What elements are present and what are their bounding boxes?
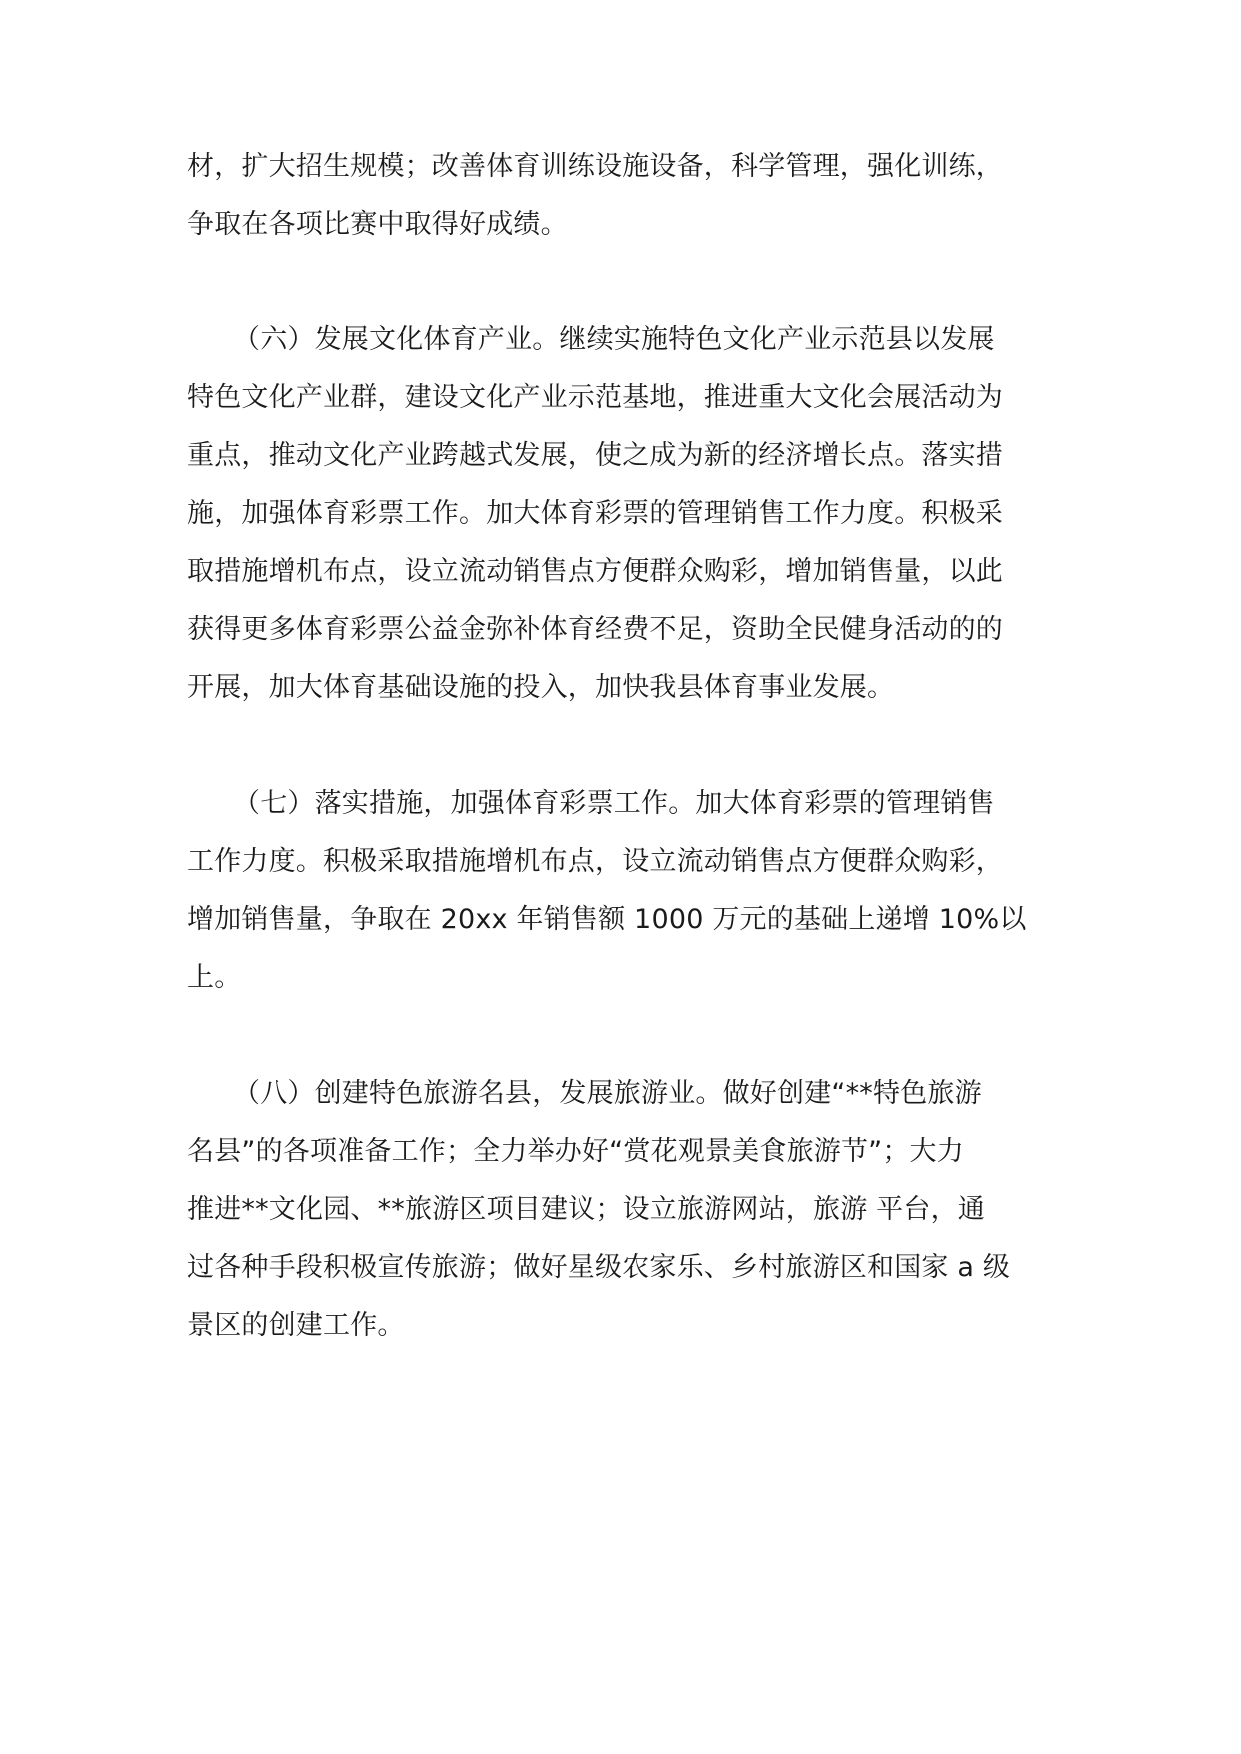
text-line: 争取在各项比赛中取得好成绩。 (187, 209, 568, 240)
text-line: 增加销售量，争取在 20xx 年销售额 1000 万元的基础上递增 10%以 (187, 904, 1027, 935)
text-line: 材，扩大招生规模；改善体育训练设施设备，科学管理，强化训练， (187, 151, 1003, 182)
text-line: （八）创建特色旅游名县，发展旅游业。做好创建“**特色旅游 (233, 1078, 982, 1109)
text-line: （六）发展文化体育产业。继续实施特色文化产业示范县以发展 (233, 324, 995, 355)
text-line: 重点，推动文化产业跨越式发展，使之成为新的经济增长点。落实措 (187, 440, 1003, 471)
text-line: 景区的创建工作。 (187, 1310, 405, 1341)
text-line: 开展，加大体育基础设施的投入，加快我县体育事业发展。 (187, 672, 895, 703)
text-line: 特色文化产业群，建设文化产业示范基地，推进重大文化会展活动为 (187, 382, 1003, 413)
text-line: 施，加强体育彩票工作。加大体育彩票的管理销售工作力度。积极采 (187, 498, 1003, 529)
text-line: 取措施增机布点，设立流动销售点方便群众购彩，增加销售量，以此 (187, 556, 1003, 587)
text-line: 工作力度。积极采取措施增机布点，设立流动销售点方便群众购彩， (187, 846, 1003, 877)
text-line: 过各种手段积极宣传旅游；做好星级农家乐、乡村旅游区和国家 a 级 (187, 1252, 1011, 1283)
text-line: 上。 (187, 962, 242, 993)
text-line: 名县”的各项准备工作；全力举办好“赏花观景美食旅游节”；大力 (187, 1136, 964, 1167)
text-line: 推进**文化园、**旅游区项目建议；设立旅游网站，旅游 平台，通 (187, 1194, 985, 1225)
text-line: （七）落实措施，加强体育彩票工作。加大体育彩票的管理销售 (233, 788, 995, 819)
text-line: 获得更多体育彩票公益金弥补体育经费不足，资助全民健身活动的的 (187, 614, 1003, 645)
